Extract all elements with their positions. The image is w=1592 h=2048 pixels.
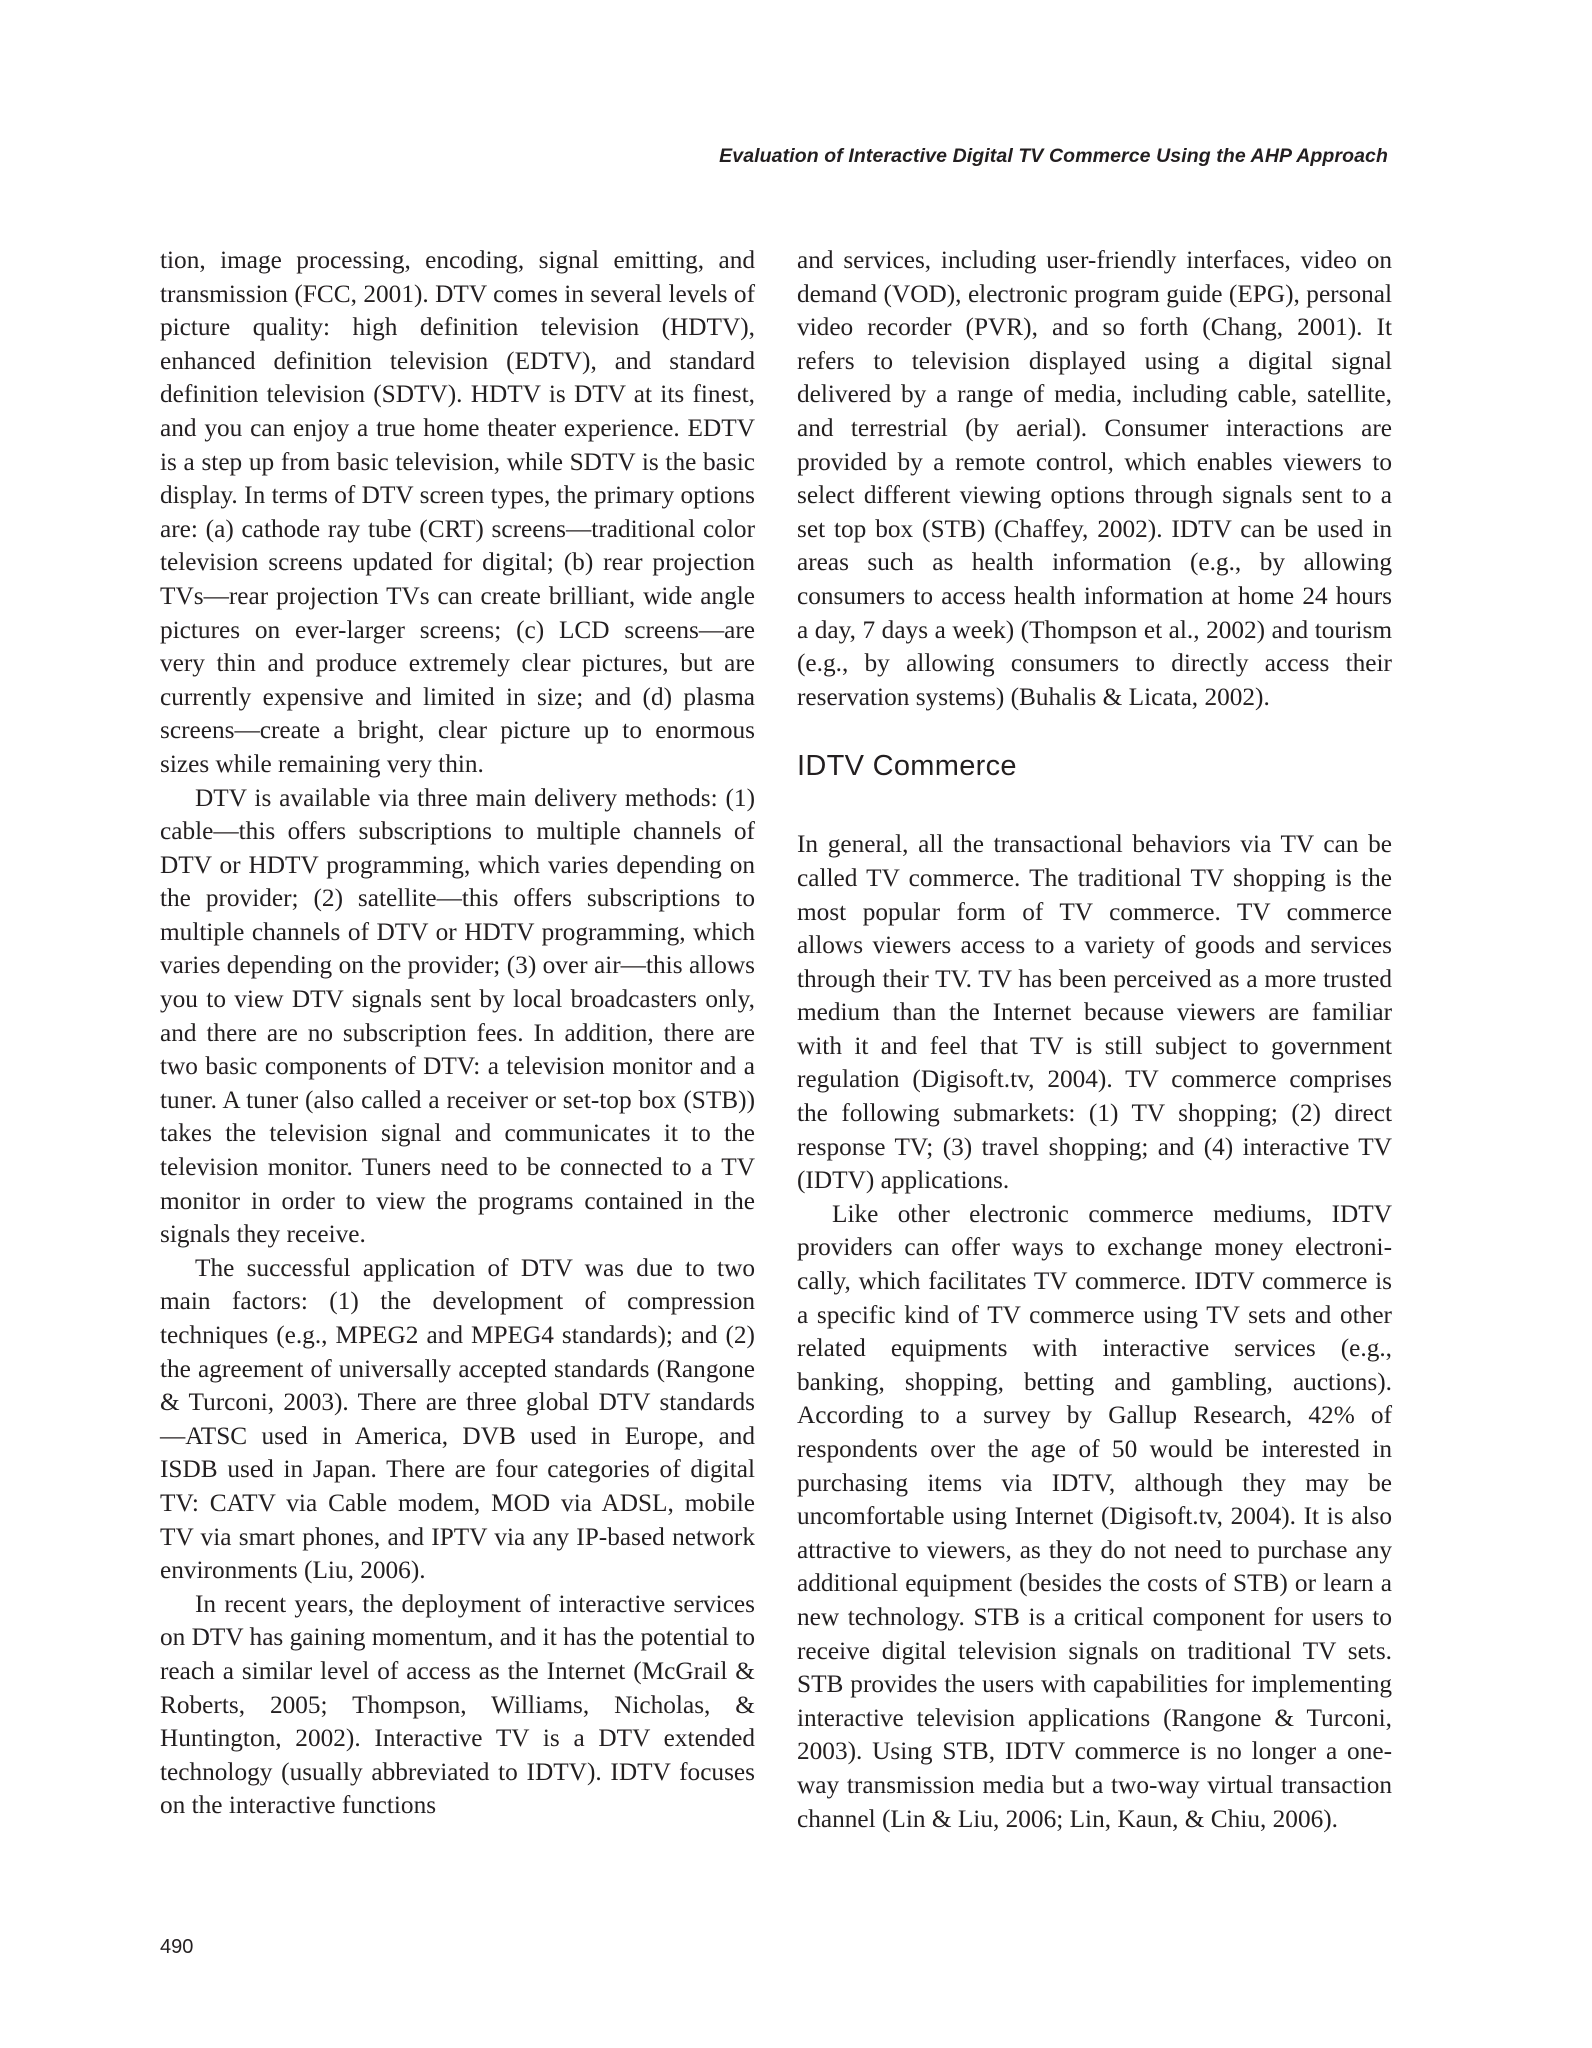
body-paragraph: DTV is available via three main delivery methods: (1) cable—this offers subscriptions to multiple channels of DTV or HDTV programming, which varies depending on the provider; (2) satellite—this offers subscriptions to multiple channels of DTV or HDTV programming, which varies depending on the provider; (3) over air—this allows you to view DTV signals sent by local broadcasters only, and there are no subscription fees. In addition, there are two basic components of DTV: a television monitor and a tuner. A tuner (also called a receiver or set-top box (STB)) takes the television signal and communicates it to the television monitor. Tuners need to be connected to a TV monitor in order to view the programs contained in the signals they receive.: [160, 783, 755, 1249]
running-header-title: Evaluation of Interactive Digital TV Commerce Using the AHP Approach: [719, 145, 1388, 167]
body-paragraph: In general, all the transactional behaviors via TV can be called TV commerce. The traditional TV shopping is the most popular form of TV commerce. TV commerce allows viewers access to a variety of goods and services through their TV. TV has been perceived as a more trusted medium than the Internet because viewers are familiar with it and feel that TV is still subject to government regulation (Digisoft.tv, 2004). TV commerce comprises the following submarkets: (1) TV shopping; (2) direct response TV; (3) travel shopping; and (4) interactive TV (IDTV) applications.: [797, 830, 1392, 1195]
left-column: [160, 244, 755, 1823]
page-number: 490: [160, 1936, 194, 1958]
body-paragraph: The successful application of DTV was due to two main factors: (1) the development of compression techniques (e.g., MPEG2 and MPEG4 standards); and (2) the agreement of universally accepted standards (Rangone & Turconi, 2003). There are three global DTV standards—ATSC used in America, DVB used in Europe, and ISDB used in Japan. There are four categories of digital TV: CATV via Cable modem, MOD via ADSL, mobile TV via smart phones, and IPTV via any IP-based network environments (Liu, 2006).: [160, 1253, 755, 1585]
body-paragraph: Like other electronic commerce mediums, IDTV providers can offer ways to exchange money electronically, which facilitates TV commerce. IDTV commerce is a specific kind of TV commerce using TV sets and other related equipments with interactive services (e.g., banking, shopping, betting and gambling, auctions). According to a survey by Gallup Research, 42% of respondents over the age of 50 would be interested in purchasing items via IDTV, although they may be uncomfortable using Internet (Digisoft.tv, 2004). It is also attractive to viewers, as they do not need to purchase any additional equipment (besides the costs of STB) or learn a new technology. STB is a critical component for users to receive digital television signals on traditional TV sets. STB provides the users with capabilities for implementing interactive television applications (Rangone & Turconi, 2003). Using STB, IDTV commerce is no longer a one-way transmission media but a two-way virtual transaction channel (Lin & Liu, 2006; Lin, Kaun, & Chiu, 2006).: [797, 1199, 1392, 1833]
body-paragraph: and services, including user-friendly interfaces, video on demand (VOD), electronic program guide (EPG), personal video recorder (PVR), and so forth (Chang, 2001). It refers to television displayed using a digital signal delivered by a range of media, including cable, satellite, and terrestrial (by aerial). Consumer interactions are provided by a remote control, which enables viewers to select different viewing options through signals sent to a set top box (STB) (Chaffey, 2002). IDTV can be used in areas such as health information (e.g., by allowing consumers to access health information at home 24 hours a day, 7 days a week) (Thompson et al., 2002) and tourism (e.g., by allowing consumers to directly access their reservation systems) (Buhalis & Licata, 2002).: [797, 246, 1392, 711]
body-paragraph: tion, image processing, encoding, signal emitting, and transmission (FCC, 2001). DTV comes in several levels of picture quality: high definition television (HDTV), enhanced definition television (EDTV), and standard definition television (SDTV). HDTV is DTV at its finest, and you can enjoy a true home theater experience. EDTV is a step up from basic television, while SDTV is the basic display. In terms of DTV screen types, the primary options are: (a) cathode ray tube (CRT) screens—traditional color television screens updated for digital; (b) rear projection TVs—rear projection TVs can create brilliant, wide angle pictures on ever-larger screens; (c) LCD screens—are very thin and produce extremely clear pictures, but are currently expensive and limited in size; and (d) plasma screens—create a bright, clear picture up to enormous sizes while remaining very thin.: [160, 246, 755, 778]
body-paragraph: In recent years, the deployment of interactive services on DTV has gaining momentum, and it has the potential to reach a similar level of access as the Internet (McGrail & Roberts, 2005; Thompson, Williams, Nicholas, & Huntington, 2002). Interactive TV is a DTV extended technology (usually abbreviated to IDTV). IDTV focuses on the interactive functions: [160, 1589, 755, 1820]
section-heading: IDTV Commerce: [797, 750, 1017, 783]
right-column: [797, 244, 1392, 1836]
